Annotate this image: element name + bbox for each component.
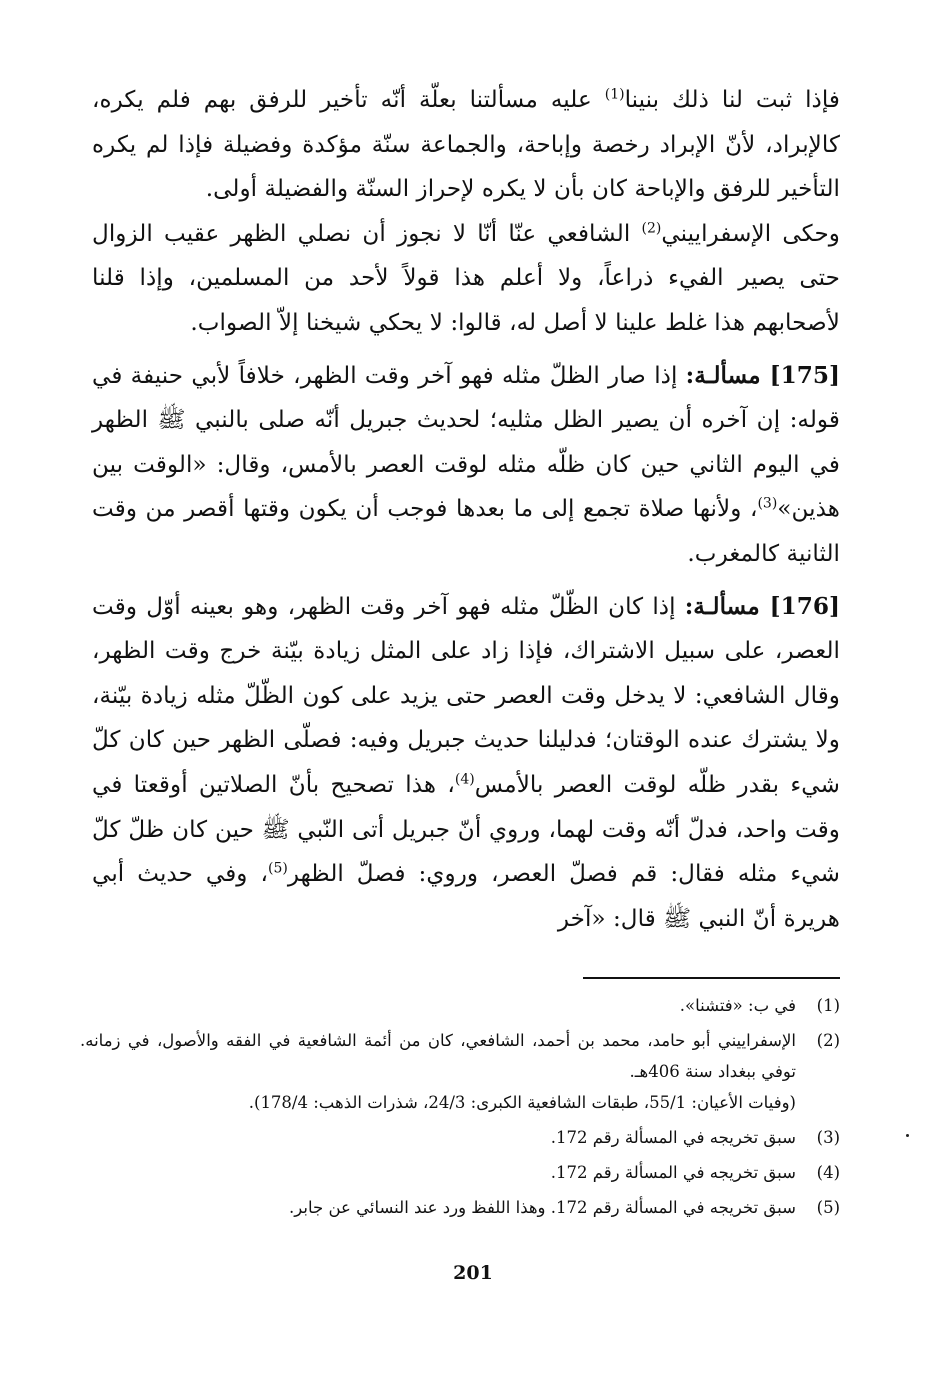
footnote-sources: (وفيات الأعيان: 55/1، طبقات الشافعية الكبرى: 24/3، شذرات الذهب: 178/4).: [248, 1093, 796, 1112]
footnote-ref: (2): [641, 220, 662, 237]
text-run: الشافعي عنّا أنّا لا نجوز أن نصلي الظهر عقيب الزوال حتى يصير الفيء ذراعاً، ولا أعلم هذا قولاً لأحد من المسلمين، وإذا قلنا لأصحابهم هذا غلط علينا لا أصل له، قالوا: لا يحكي شيخنا إلاّ الصواب.: [92, 219, 840, 336]
text-run: إذا صار الظلّ مثله فهو آخر وقت الظهر، خلافاً لأبي حنيفة في قوله: إن آخره أن يصير الظل مثليه؛ لحديث جبريل أنّه صلى بالنبي ﷺ الظهر في اليوم الثاني حين كان ظلّه مثله لوقت العصر بالأمس، وقال: «الوقت بين هذين»: [92, 361, 840, 523]
text-run: ، هذا تصحيح بأنّ الصلاتين أوقعتا في وقت واحد، فدلّ أنّه وقت لهما، وروي أنّ جبريل أتى النّبي ﷺ حين كان ظلّ كلّ شيء مثله فقال: قم فصلّ العصر، وروي: فصلّ الظهر: [92, 770, 840, 888]
paragraph: [92, 212, 840, 346]
footnote-item: [80, 1157, 840, 1188]
issue-paragraph: [92, 354, 840, 577]
footnote-text: سبق تخريجه في المسألة رقم 172.: [550, 1163, 796, 1182]
footnotes: [80, 990, 840, 1223]
footnote-number: (3): [816, 1128, 840, 1147]
paragraph: [92, 78, 840, 212]
footnote-number: (4): [816, 1163, 840, 1182]
scan-speck: [906, 1134, 909, 1137]
footnote-ref: (4): [454, 771, 475, 788]
page-number: 201: [453, 1262, 493, 1284]
text-run: ، وفي حديث أبي هريرة أنّ النبي ﷺ قال: «آخر: [92, 860, 840, 932]
footnote-text: في ب: «فتشنا».: [679, 996, 796, 1015]
footnote-text: الإسفراييني أبو حامد، محمد بن أحمد، الشافعي، كان من أئمة الشافعية في الفقه والأصول، في زمانه. توفي ببغداد سنة 406هـ.: [80, 1031, 796, 1081]
issue-heading: [176] مسألـة:: [684, 592, 840, 620]
footnote-ref: (1): [604, 86, 625, 103]
text-run: ، ولأنها صلاة تجمع إلى ما بعدها فوجب أن يكون وقتها أقصر من وقت الثانية كالمغرب.: [92, 495, 840, 567]
issue-paragraph: [92, 585, 840, 942]
text-run: فإذا ثبت لنا ذلك بنينا: [624, 86, 840, 113]
issue-heading: [175] مسألـة:: [685, 361, 840, 389]
footnote-item: [80, 990, 840, 1021]
footnote-item: [80, 1192, 840, 1223]
footnote-number: (2): [816, 1031, 840, 1050]
text-run: عليه مسألتنا بعلّة أنّه تأخير للرفق بهم فلم يكره، كالإبراد، لأنّ الإبراد رخصة وإباحة، والجماعة سنّة مؤكدة وفضيلة فإذا لم يكره التأخير للرفق والإباحة كان بأن لا يكره لإحراز السنّة والفضيلة أولى.: [92, 86, 840, 203]
footnote-text: سبق تخريجه في المسألة رقم 172.: [550, 1128, 796, 1147]
text-run: إذا كان الظّلّ مثله فهو آخر وقت الظهر، وهو بعينه أوّل وقت العصر، على سبيل الاشتراك، فإذا زاد على المثل زيادة بيّنة خرج وقت الظهر، وقال الشافعي: لا يدخل وقت العصر حتى يزيد على كون الظّلّ مثله زيادة بيّنة، ولا يشترك عنده الوقتان؛ فدليلنا حديث جبريل وفيه: فصلّى الظهر حين كان كلّ شيء بقدر ظلّه لوقت العصر بالأمس: [92, 592, 841, 798]
footnote-ref: (3): [757, 495, 778, 512]
main-text: [92, 78, 840, 941]
footnote-divider: [583, 977, 840, 979]
text-run: وحكى الإسفراييني: [661, 219, 841, 247]
footnote-number: (5): [816, 1198, 840, 1217]
footnote-text: سبق تخريجه في المسألة رقم 172. وهذا اللفظ ورد عند النسائي عن جابر.: [289, 1198, 796, 1217]
footnote-ref: (5): [267, 860, 288, 877]
footnote-item: [80, 1025, 840, 1118]
footnote-item: [80, 1122, 840, 1153]
footnote-number: (1): [816, 996, 840, 1015]
